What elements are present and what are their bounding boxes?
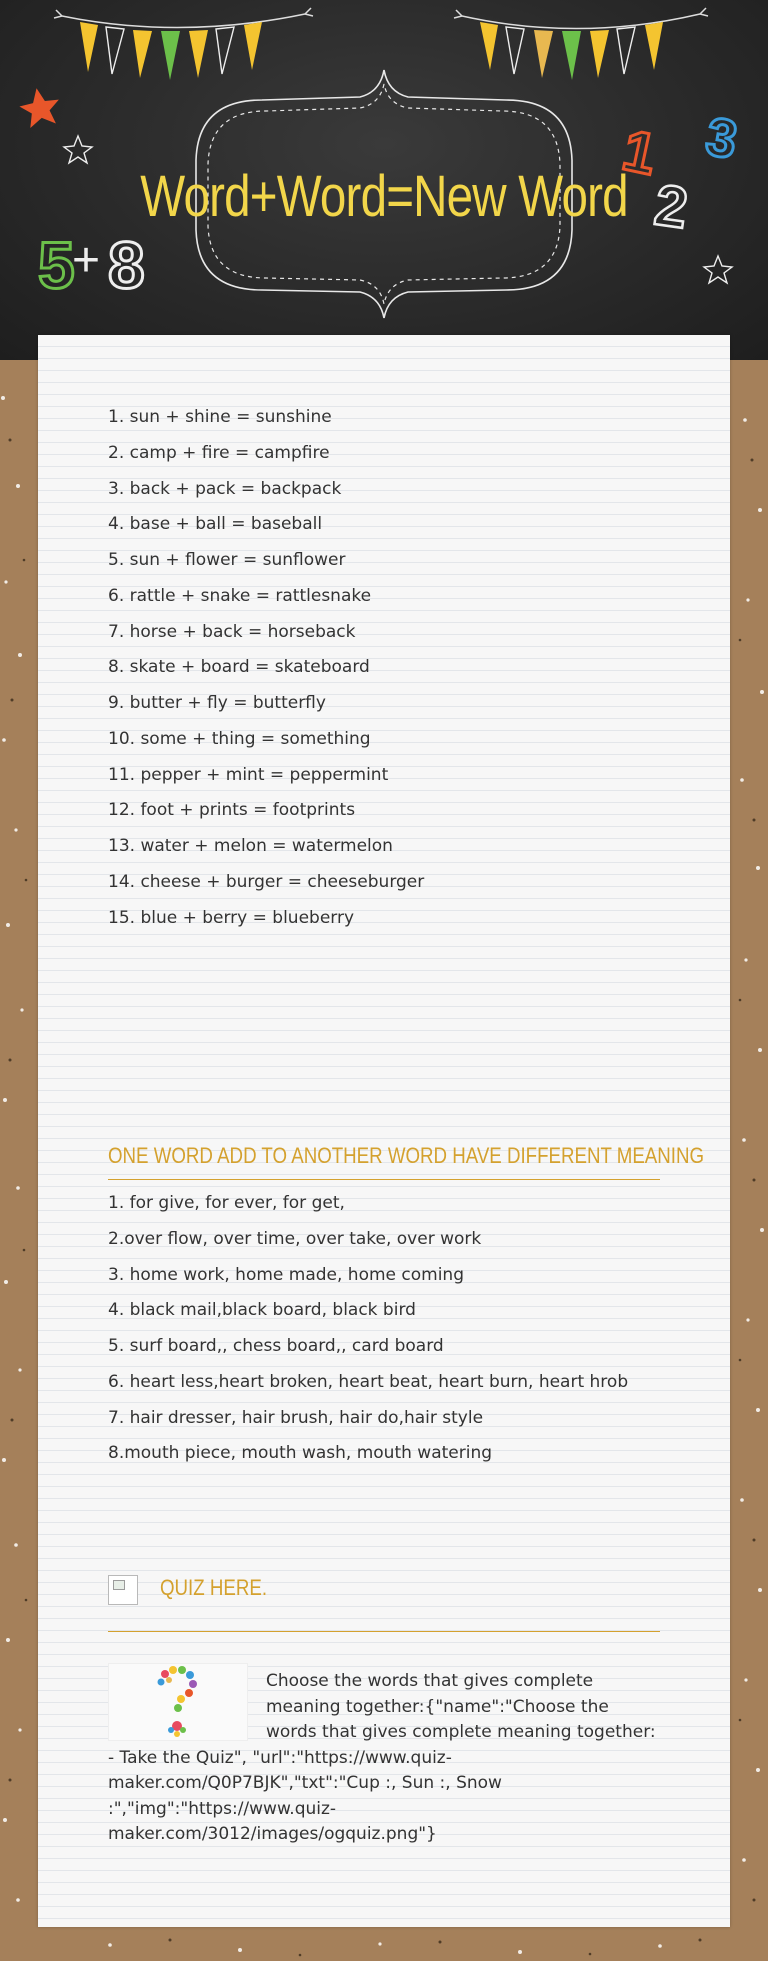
chalkboard-header (0, 0, 768, 360)
list-item: 14. cheese + burger = cheeseburger (108, 871, 425, 892)
meaning-list (108, 1193, 628, 1479)
compound-word-list (108, 407, 424, 943)
list-item: 7. hair dresser, hair brush, hair do,hair style (108, 1407, 484, 1428)
list-item: 6. rattle + snake = rattlesnake (108, 585, 372, 606)
bunting-left-icon (54, 8, 313, 80)
page-title: Word+Word=New Word (140, 164, 628, 229)
list-item: 8.mouth piece, mouth wash, mouth watering (108, 1443, 493, 1464)
list-item: 4. black mail,black board, black bird (108, 1300, 416, 1321)
list-item: 5. surf board,, chess board,, card board (108, 1336, 444, 1356)
quiz-text-content: Choose the words that gives complete meaning together:{"name":"Choose the words that gives complete meaning together: - Take the Quiz", "url":"https://www.quiz-maker.com/Q0P7BJK","txt":"Cup :, Sun :, Snow :","img":"https://www.quiz-maker.com/3012/images/ogquiz.png"} (108, 1671, 656, 1844)
list-item: 1. sun + shine = sunshine (108, 407, 332, 427)
list-item: 5. sun + flower = sunflower (108, 550, 346, 570)
section-divider (108, 1179, 660, 1180)
list-item: 2. camp + fire = campfire (108, 442, 330, 463)
chalk-one-icon: 1 (617, 117, 663, 188)
question-mark-icon (109, 1664, 247, 1740)
quiz-heading (160, 1575, 660, 1601)
list-item: 4. base + ball = baseball (108, 514, 323, 535)
star-outline-right-icon (704, 256, 732, 283)
chalk-plus-icon: + (72, 234, 101, 287)
list-item: 1. for give, for ever, for get, (108, 1193, 345, 1213)
list-item: 7. horse + back = horseback (108, 621, 356, 642)
chalk-two-icon: 2 (650, 172, 692, 242)
list-item: 11. pepper + mint = peppermint (108, 764, 389, 785)
list-item: 12. foot + prints = footprints (108, 800, 356, 821)
star-orange-icon (17, 85, 63, 129)
list-item: 8. skate + board = skateboard (108, 657, 370, 678)
list-item: 15. blue + berry = blueberry (108, 907, 355, 928)
paper-sheet (38, 335, 730, 1927)
list-item: 10. some + thing = something (108, 728, 371, 749)
chalk-three-icon: 3 (701, 106, 742, 171)
list-item: 13. water + melon = watermelon (108, 836, 393, 856)
list-item: 6. heart less,heart broken, heart beat, heart burn, heart hrob (108, 1371, 629, 1392)
chalk-eight-icon: 8 (108, 228, 145, 302)
meaning-heading-text: ONE WORD ADD TO ANOTHER WORD HAVE DIFFERENT MEANING (108, 1143, 705, 1168)
list-item: 3. home work, home made, home coming (108, 1264, 464, 1285)
list-item: 2.over flow, over time, over take, over work (108, 1228, 482, 1249)
quiz-heading-text: QUIZ HERE. (160, 1575, 268, 1600)
quiz-thumbnail[interactable] (108, 1663, 248, 1741)
list-item: 9. butter + fly = butterfly (108, 693, 326, 713)
star-outline-icon (64, 136, 92, 163)
chalk-five-icon: 5 (38, 228, 75, 302)
quiz-divider (108, 1631, 660, 1632)
meaning-section-heading (108, 1143, 705, 1169)
bunting-right-icon (454, 8, 708, 80)
quiz-broken-image-icon (108, 1575, 138, 1605)
list-item: 3. back + pack = backpack (108, 478, 342, 499)
